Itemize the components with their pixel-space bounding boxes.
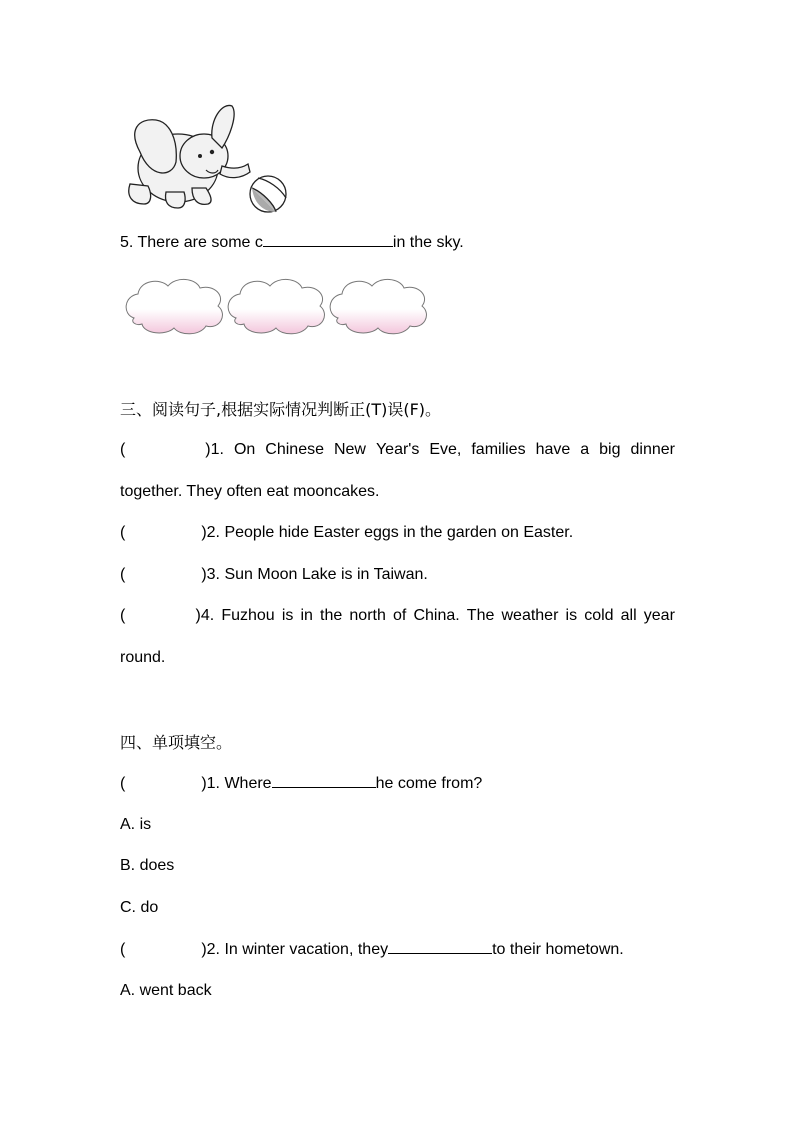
open-paren: ( (120, 524, 126, 541)
clouds-illustration (122, 274, 434, 338)
word: families (471, 441, 526, 458)
word: of (392, 607, 407, 624)
option-a: A. is (120, 816, 152, 833)
open-paren: ( (120, 941, 126, 958)
answer-blank[interactable] (388, 939, 492, 954)
section-4-title: 四、单项填空。 (120, 733, 233, 752)
word: north (349, 607, 386, 624)
question-tail: he come from? (375, 775, 483, 792)
question-5-tail: in the sky. (392, 234, 464, 251)
word: year (643, 607, 675, 624)
open-paren: ( (120, 441, 126, 458)
s3-question-4-line-1 (120, 606, 675, 626)
word: Fuzhou (221, 607, 275, 624)
option-a: A. went back (120, 982, 212, 999)
question-5 (120, 232, 464, 253)
word: dinner (630, 441, 675, 458)
open-paren: ( (120, 566, 126, 583)
open-paren: ( (120, 607, 126, 624)
word: Chinese (265, 441, 324, 458)
word: weather (501, 607, 559, 624)
word: On (233, 441, 256, 458)
answer-blank[interactable] (272, 773, 376, 788)
word: China. (413, 607, 460, 624)
word: in (300, 607, 313, 624)
elephant-ball-illustration (126, 100, 291, 215)
word: Year's (375, 441, 420, 458)
word: all (620, 607, 637, 624)
word: big (599, 441, 621, 458)
word: is (281, 607, 294, 624)
word: cold (584, 607, 614, 624)
s3-question-2 (120, 523, 573, 543)
s4-question-2 (120, 939, 624, 960)
word: Eve, (429, 441, 462, 458)
word: )4. (195, 607, 215, 624)
word: the (320, 607, 343, 624)
word: is (565, 607, 578, 624)
s3-question-1-line-2: together. They often eat mooncakes. (120, 483, 380, 500)
question-text: )3. Sun Moon Lake is in Taiwan. (201, 566, 428, 583)
answer-blank[interactable] (263, 232, 393, 247)
word: a (580, 441, 590, 458)
option-b: B. does (120, 857, 175, 874)
word: The (466, 607, 495, 624)
word: have (535, 441, 571, 458)
question-tail: to their hometown. (492, 941, 624, 958)
question-head: )1. Where (201, 775, 272, 792)
s4-question-1 (120, 773, 482, 794)
answer-slot[interactable] (135, 440, 195, 460)
question-head: )2. In winter vacation, they (201, 941, 389, 958)
section-3-title: 三、阅读句子,根据实际情况判断正(T)误(F)。 (120, 400, 442, 419)
word: New (333, 441, 366, 458)
s3-question-4-line-2: round. (120, 649, 166, 666)
s3-question-3 (120, 565, 428, 585)
option-c: C. do (120, 899, 159, 916)
word: )1. (205, 441, 224, 458)
question-text: )2. People hide Easter eggs in the garden on Easter. (201, 524, 574, 541)
answer-slot[interactable] (132, 606, 188, 626)
question-5-text: 5. There are some c (120, 234, 263, 251)
open-paren: ( (120, 775, 126, 792)
s3-question-1-line-1 (120, 440, 675, 460)
